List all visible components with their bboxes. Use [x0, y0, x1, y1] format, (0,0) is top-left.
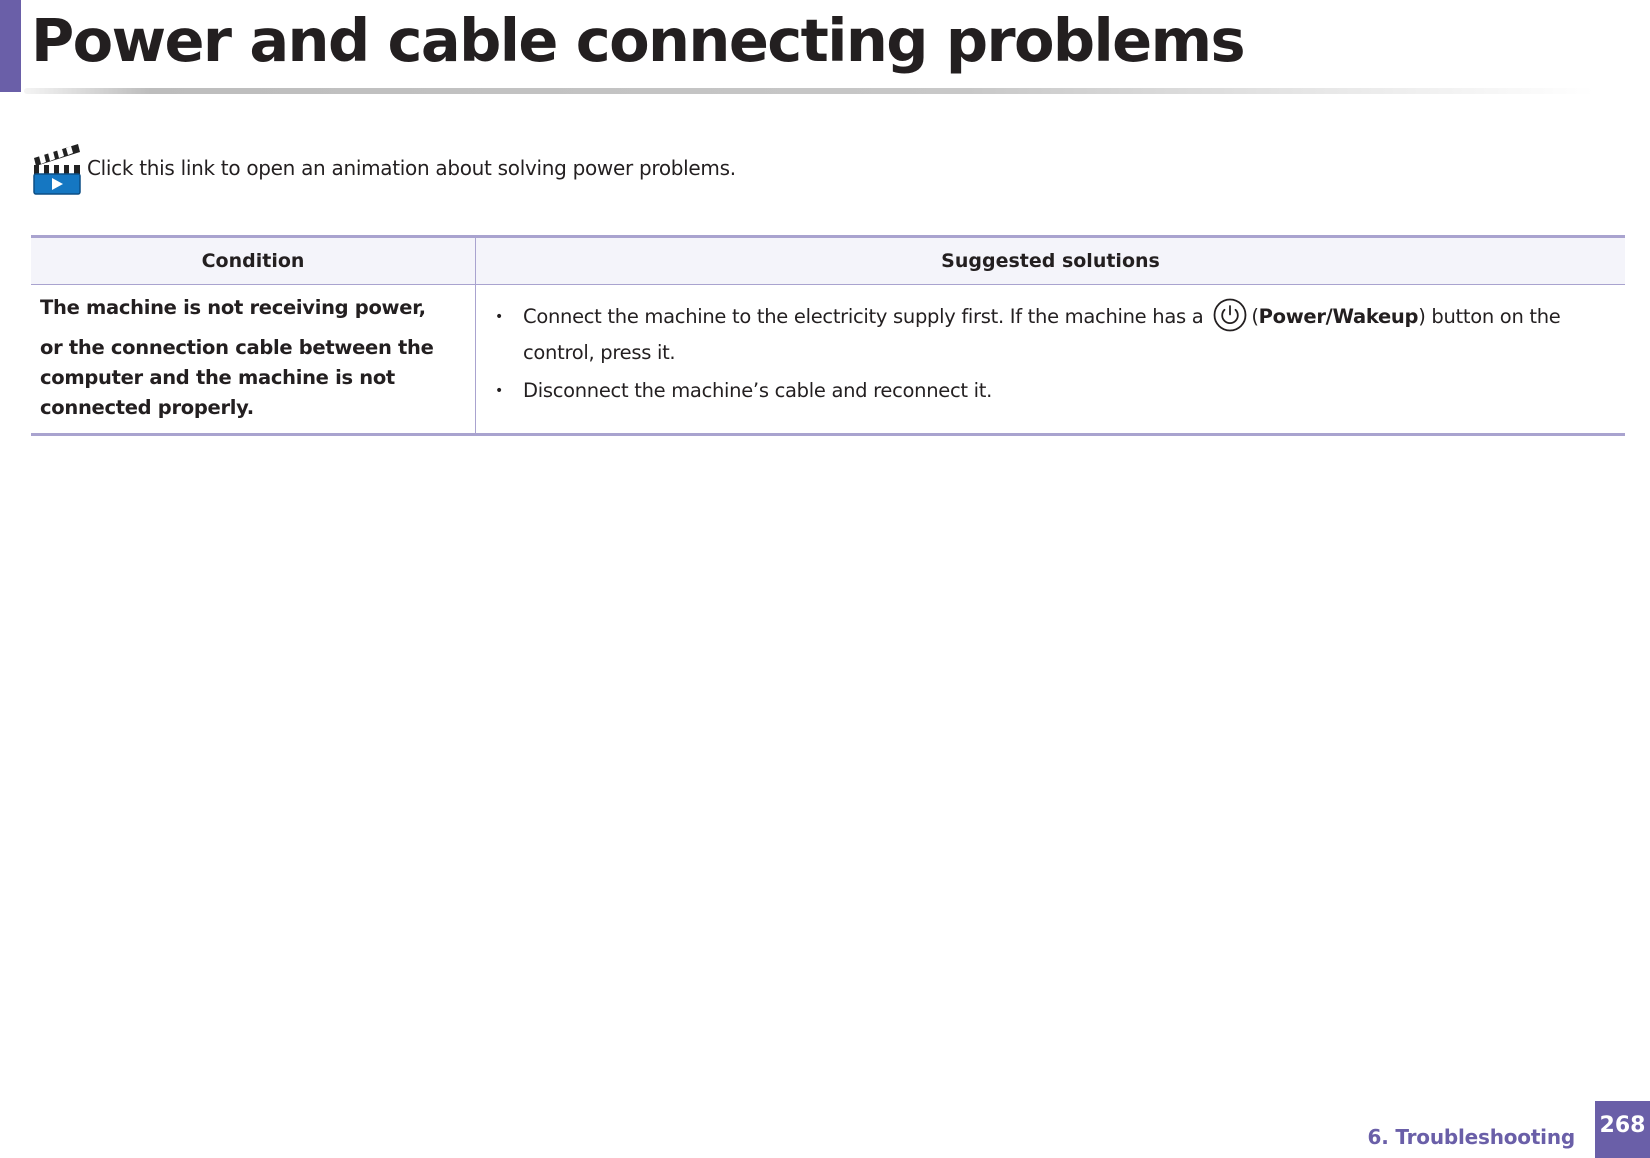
solutions-column-header: Suggested solutions: [476, 237, 1626, 285]
page-title: Power and cable connecting problems: [31, 6, 1244, 75]
solutions-list: [486, 299, 1613, 409]
solution-item: • Connect the machine to the electricity supply first. If the machine has a (Power/Wakeup) button on the control, press it.: [486, 299, 1613, 371]
condition-column-header: Condition: [31, 237, 476, 285]
condition-line: The machine is not receiving power,: [40, 296, 426, 319]
solution-text: Disconnect the machine’s cable and reconnect it.: [523, 379, 993, 402]
title-accent-bar: [0, 0, 21, 92]
solution-text: Connect the machine to the electricity supply first. If the machine has a: [523, 305, 1204, 328]
page-number: 268: [1595, 1101, 1650, 1158]
animation-link[interactable]: [31, 140, 736, 196]
table-row: [31, 285, 1625, 435]
power-wakeup-button-name: Power/Wakeup: [1258, 305, 1419, 328]
title-underline: [24, 88, 1594, 94]
page-footer: [1368, 1101, 1650, 1158]
power-button-icon: [1213, 298, 1247, 332]
animation-link-text[interactable]: Click this link to open an animation about solving power problems.: [87, 156, 736, 180]
video-clapperboard-icon[interactable]: [31, 140, 83, 196]
troubleshooting-table: [31, 235, 1625, 436]
condition-line: or the connection cable between the computer and the machine is not connected properly.: [40, 336, 434, 419]
footer-chapter-label: 6. Troubleshooting: [1367, 1124, 1575, 1149]
table-header-row: [31, 237, 1625, 285]
bullet: •: [495, 309, 503, 325]
condition-cell: [31, 285, 476, 435]
solution-text: ) button on the control, press it.: [523, 305, 1561, 364]
bullet: •: [495, 383, 503, 399]
solutions-cell: [476, 285, 1626, 435]
solution-item: [486, 373, 1613, 409]
